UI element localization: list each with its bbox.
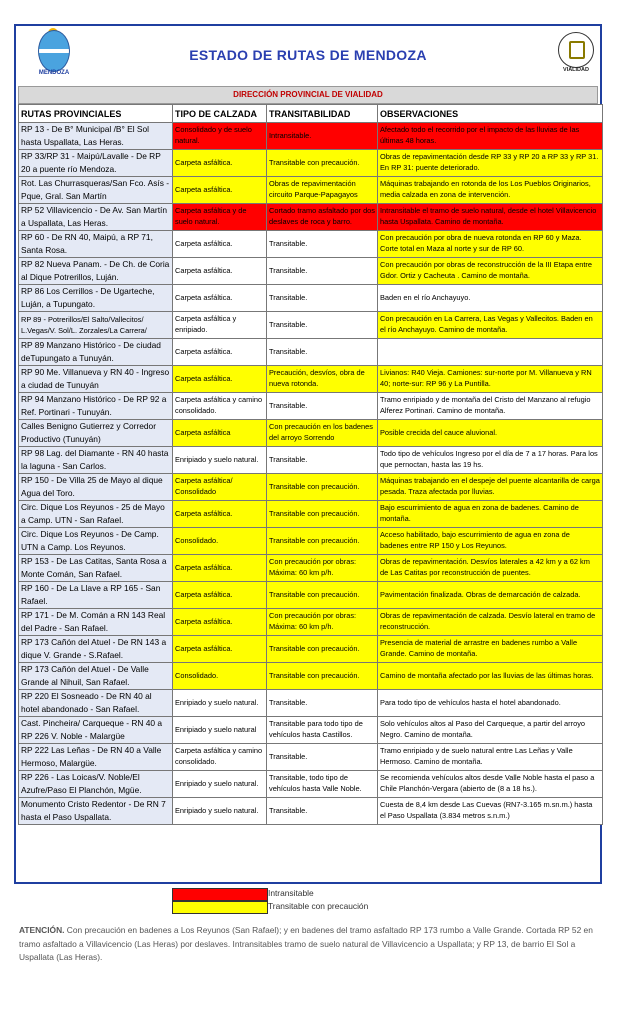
observations-cell: Todo tipo de vehículos Ingreso por el día de 7 a 17 horas. Para los que pernoctan, hasta las 19 hs.	[378, 447, 603, 474]
observations-cell: Máquinas trabajando en rotonda de los Los Pueblos Originarios, media calzada en zona de intervención.	[378, 177, 603, 204]
passability-cell: Intransitable.	[267, 123, 378, 150]
table-row	[19, 528, 603, 555]
passability-cell: Transitable con precaución.	[267, 528, 378, 555]
passability-cell: Transitable con precaución.	[267, 582, 378, 609]
route-cell: Calles Benigno Gutierrez y Corredor Productivo (Tunuyán)	[19, 420, 173, 447]
observations-cell: Solo vehículos altos al Paso del Carqueque, a partir del arroyo Negro. Camino de montaña.	[378, 717, 603, 744]
vialidad-emblem-icon	[558, 32, 594, 68]
table-row	[19, 285, 603, 312]
observations-cell: Afectado todo el recorrido por el impacto de las lluvias de las últimas 48 horas.	[378, 123, 603, 150]
passability-cell: Con precaución en los badenes del arroyo Sorrendo	[267, 420, 378, 447]
surface-cell: Enripiado y suelo natural.	[173, 798, 267, 825]
observations-cell: Obras de repavimentación desde RP 33 y RP 20 a RP 33 y RP 31. En RP 31: puente deteriorado.	[378, 150, 603, 177]
observations-cell: Se recomienda vehículos altos desde Valle Noble hasta el paso a Chile Planchón-Vergara (abierto de (8 a 18 hs.).	[378, 771, 603, 798]
route-cell: RP 98 Lag. del Diamante - RN 40 hasta la laguna - San Carlos.	[19, 447, 173, 474]
surface-cell: Carpeta asfáltica y camino consolidado.	[173, 393, 267, 420]
observations-cell: Cuesta de 8,4 km desde Las Cuevas (RN7-3.165 m.sn.m.) hasta el Paso Uspallata (3.834 metros s.n.m.)	[378, 798, 603, 825]
attention-text: Con precaución en badenes a Los Reyunos (San Rafael); y en badenes del tramo asfaltado RP 173 rumbo a Valle Grande. Cortada RP 52 en tramo asfaltado a Villavicencio (Las Heras) por deslaves. Intransitables tramo de suelo natural de Villavicencio a Uspallata; y RP 13, de barrio El Sol a Uspallata (Las Heras).	[19, 925, 593, 963]
passability-cell: Transitable.	[267, 339, 378, 366]
route-cell: Rot. Las Churrasqueras/San Fco. Asís - Pque, Gral. San Martín	[19, 177, 173, 204]
page-subtitle: DIRECCIÓN PROVINCIAL DE VIALIDAD	[233, 90, 383, 99]
table-row	[19, 123, 603, 150]
route-cell: RP 153 - De Las Catitas, Santa Rosa a Monte Comán, San Rafael.	[19, 555, 173, 582]
report-header	[18, 28, 598, 86]
table-row	[19, 582, 603, 609]
surface-cell: Enripiado y suelo natural.	[173, 771, 267, 798]
surface-cell: Carpeta asfáltica.	[173, 177, 267, 204]
table-row	[19, 690, 603, 717]
table-row	[19, 636, 603, 663]
legend-label-caution: Transitable con precaución	[268, 901, 369, 911]
legend-swatch-caution	[172, 901, 268, 914]
route-cell: RP 173 Cañón del Atuel - De Valle Grande al Nihuil, San Rafael.	[19, 663, 173, 690]
attention-note	[19, 924, 603, 965]
surface-cell: Consolidado.	[173, 663, 267, 690]
observations-cell	[378, 339, 603, 366]
passability-cell: Transitable.	[267, 798, 378, 825]
passability-cell: Transitable.	[267, 258, 378, 285]
passability-cell: Transitable.	[267, 312, 378, 339]
passability-cell: Transitable con precaución.	[267, 636, 378, 663]
mendoza-logo-caption: MENDOZA	[38, 70, 70, 76]
table-row	[19, 339, 603, 366]
surface-cell: Carpeta asfáltica.	[173, 501, 267, 528]
passability-cell: Transitable.	[267, 690, 378, 717]
attention-label: ATENCIÓN.	[19, 925, 65, 935]
passability-cell: Transitable.	[267, 393, 378, 420]
routes-table	[18, 104, 603, 825]
observations-cell: Tramo enripiado y de montaña del Cristo del Manzano al refugio Alferez Portinari. Camino de montaña.	[378, 393, 603, 420]
passability-cell: Transitable.	[267, 744, 378, 771]
vialidad-logo-caption: VIALIDAD	[563, 67, 589, 73]
route-cell: RP 89 - Potrerillos/El Salto/Vallecitos/ L.Vegas/V. Sol/L. Zorzales/La Carrera/	[19, 312, 173, 339]
table-row	[19, 231, 603, 258]
passability-cell: Precaución, desvíos, obra de nueva rotonda.	[267, 366, 378, 393]
route-cell: Cast. Pincheira/ Carqueque - RN 40 a RP 226 V. Noble - Malargüe	[19, 717, 173, 744]
route-cell: RP 160 - De La Llave a RP 165 - San Rafael.	[19, 582, 173, 609]
subtitle-band	[18, 86, 598, 104]
route-cell: Monumento Cristo Redentor - De RN 7 hasta el Paso Uspallata.	[19, 798, 173, 825]
table-row	[19, 312, 603, 339]
surface-cell: Carpeta asfáltica.	[173, 636, 267, 663]
passability-cell: Con precaución por obras: Máxima: 60 km p/h.	[267, 555, 378, 582]
vialidad-logo	[556, 30, 596, 82]
surface-cell: Carpeta asfáltica.	[173, 339, 267, 366]
table-row	[19, 798, 603, 825]
observations-cell: Baden en el río Anchayuyo.	[378, 285, 603, 312]
observations-cell: Livianos: R40 Vieja. Camiones: sur-norte por M. Villanueva y RN 40; norte-sur: RP 96 y La Puntilla.	[378, 366, 603, 393]
passability-cell: Transitable con precaución.	[267, 501, 378, 528]
surface-cell: Carpeta asfáltica y enripiado.	[173, 312, 267, 339]
passability-cell: Transitable, todo tipo de vehículos hasta Valle Noble.	[267, 771, 378, 798]
route-cell: RP 226 - Las Loicas/V. Noble/El Azufre/Paso El Planchón, Mgüe.	[19, 771, 173, 798]
table-row	[19, 663, 603, 690]
table-row	[19, 717, 603, 744]
surface-cell: Carpeta asfáltica.	[173, 366, 267, 393]
passability-cell: Transitable con precaución.	[267, 663, 378, 690]
observations-cell: Intransitable el tramo de suelo natural, desde el hotel Villavicencio hasta Uspallata. Camino de montaña.	[378, 204, 603, 231]
table-row	[19, 177, 603, 204]
passability-cell: Con precaución por obras: Máxima: 60 km p/h.	[267, 609, 378, 636]
observations-cell: Acceso habilitado, bajo escurrimiento de agua en zona de badenes entre RP 150 y Los Reyunos.	[378, 528, 603, 555]
table-row	[19, 366, 603, 393]
surface-cell: Enripiado y suelo natural.	[173, 447, 267, 474]
route-cell: RP 173 Cañón del Atuel - De RN 143 a dique V. Grande - S.Rafael.	[19, 636, 173, 663]
legend-swatch-intransitable	[172, 888, 268, 901]
passability-cell: Transitable.	[267, 231, 378, 258]
route-cell: RP 150 - De Villa 25 de Mayo al dique Agua del Toro.	[19, 474, 173, 501]
legend-label-intransitable: Intransitable	[268, 888, 314, 898]
observations-cell: Con precaución en La Carrera, Las Vegas y Vallecitos. Baden en el río Anchayuyo. Camino de montaña.	[378, 312, 603, 339]
observations-cell: Posible crecida del cauce aluvional.	[378, 420, 603, 447]
surface-cell: Carpeta asfáltica.	[173, 150, 267, 177]
passability-cell: Transitable con precaución.	[267, 474, 378, 501]
observations-cell: Presencia de material de arrastre en badenes rumbo a Valle Grande. Camino de montaña.	[378, 636, 603, 663]
column-header-routes: RUTAS PROVINCIALES	[19, 105, 173, 123]
table-row	[19, 258, 603, 285]
column-header-surface: TIPO DE CALZADA	[173, 105, 267, 123]
route-cell: RP 82 Nueva Panam. - De Ch. de Coria al Dique Potrerillos, Luján.	[19, 258, 173, 285]
passability-cell: Cortado tramo asfaltado por dos deslaves de roca y barro.	[267, 204, 378, 231]
route-cell: RP 33/RP 31 - Maipú/Lavalle - De RP 20 a puente río Mendoza.	[19, 150, 173, 177]
column-header-passability: TRANSITABILIDAD	[267, 105, 378, 123]
observations-cell: Obras de repavimentación de calzada. Desvío lateral en tramo de reconstrucción.	[378, 609, 603, 636]
table-row	[19, 420, 603, 447]
observations-cell: Para todo tipo de vehículos hasta el hotel abandonado.	[378, 690, 603, 717]
column-header-observations: OBSERVACIONES	[378, 105, 603, 123]
table-row	[19, 555, 603, 582]
passability-cell: Transitable para todo tipo de vehículos hasta Castillos.	[267, 717, 378, 744]
route-cell: RP 90 Me. Villanueva y RN 40 - Ingreso a ciudad de Tunuyán	[19, 366, 173, 393]
observations-cell: Camino de montaña afectado por las lluvias de las últimas horas.	[378, 663, 603, 690]
table-row	[19, 474, 603, 501]
surface-cell: Carpeta asfáltica.	[173, 609, 267, 636]
route-cell: RP 220 El Sosneado - De RN 40 al hotel abandonado - San Rafael.	[19, 690, 173, 717]
passability-cell: Transitable con precaución.	[267, 150, 378, 177]
route-cell: RP 94 Manzano Histórico - De RP 92 a Ref. Portinari - Tunuyán.	[19, 393, 173, 420]
route-cell: RP 60 - De RN 40, Maipú, a RP 71, Santa Rosa.	[19, 231, 173, 258]
passability-cell: Transitable.	[267, 285, 378, 312]
table-header-row	[19, 105, 603, 123]
route-cell: RP 52 Villavicencio - De Av. San Martín a Uspallata, Las Heras.	[19, 204, 173, 231]
table-row	[19, 393, 603, 420]
table-row	[19, 150, 603, 177]
table-row	[19, 204, 603, 231]
surface-cell: Carpeta asfáltica.	[173, 231, 267, 258]
surface-cell: Carpeta asfáltica.	[173, 582, 267, 609]
coat-of-arms-icon	[38, 30, 70, 72]
observations-cell: Máquinas trabajando en el despeje del puente alcantarilla de carga pesada. Traza afectada por lluvias.	[378, 474, 603, 501]
observations-cell: Bajo escurrimiento de agua en zona de badenes. Camino de montaña.	[378, 501, 603, 528]
route-cell: RP 171 - De M. Comán a RN 143 Real del Padre - San Rafael.	[19, 609, 173, 636]
observations-cell: Tramo enripiado y de suelo natural entre Las Leñas y Valle Hermoso. Camino de montaña.	[378, 744, 603, 771]
table-row	[19, 771, 603, 798]
surface-cell: Carpeta asfáltica.	[173, 555, 267, 582]
route-cell: Circ. Dique Los Reyunos - De Camp. UTN a Camp. Los Reyunos.	[19, 528, 173, 555]
surface-cell: Carpeta asfáltica y de suelo natural.	[173, 204, 267, 231]
surface-cell: Consolidado y de suelo natural.	[173, 123, 267, 150]
surface-cell: Carpeta asfáltica	[173, 420, 267, 447]
table-row	[19, 501, 603, 528]
route-cell: RP 222 Las Leñas - De RN 40 a Valle Hermoso, Malargüe.	[19, 744, 173, 771]
observations-cell: Con precaución por obra de nueva rotonda en RP 60 y Maza. Corte total en Maza al norte y sur de RP 60.	[378, 231, 603, 258]
surface-cell: Enripiado y suelo natural	[173, 717, 267, 744]
observations-cell: Pavimentación finalizada. Obras de demarcación de calzada.	[378, 582, 603, 609]
observations-cell: Obras de repavimentación. Desvíos laterales a 42 km y a 62 km de Las Catitas por reconstrucción de puentes.	[378, 555, 603, 582]
page-title: ESTADO DE RUTAS DE MENDOZA	[189, 47, 427, 63]
route-cell: RP 13 - De B° Municipal /B° El Sol hasta Uspallata, Las Heras.	[19, 123, 173, 150]
table-row	[19, 609, 603, 636]
surface-cell: Carpeta asfáltica.	[173, 258, 267, 285]
route-cell: RP 86 Los Cerrillos - De Ugarteche, Luján, a Tupungato.	[19, 285, 173, 312]
surface-cell: Carpeta asfáltica y camino consolidado.	[173, 744, 267, 771]
surface-cell: Carpeta asfáltica.	[173, 285, 267, 312]
observations-cell: Con precaución por obras de reconstrucción de la III Etapa entre Gdor. Ortiz y Cacheuta . Camino de montaña.	[378, 258, 603, 285]
passability-cell: Obras de repavimentación circuito Parque-Papagayos	[267, 177, 378, 204]
surface-cell: Carpeta asfáltica/ Consolidado	[173, 474, 267, 501]
passability-cell: Transitable.	[267, 447, 378, 474]
route-cell: RP 89 Manzano Histórico - De ciudad deTupungato a Tunuyán.	[19, 339, 173, 366]
surface-cell: Enripiado y suelo natural.	[173, 690, 267, 717]
mendoza-logo	[30, 30, 78, 84]
table-row	[19, 744, 603, 771]
route-cell: Circ. Dique Los Reyunos - 25 de Mayo a Camp. UTN - San Rafael.	[19, 501, 173, 528]
surface-cell: Consolidado.	[173, 528, 267, 555]
table-row	[19, 447, 603, 474]
